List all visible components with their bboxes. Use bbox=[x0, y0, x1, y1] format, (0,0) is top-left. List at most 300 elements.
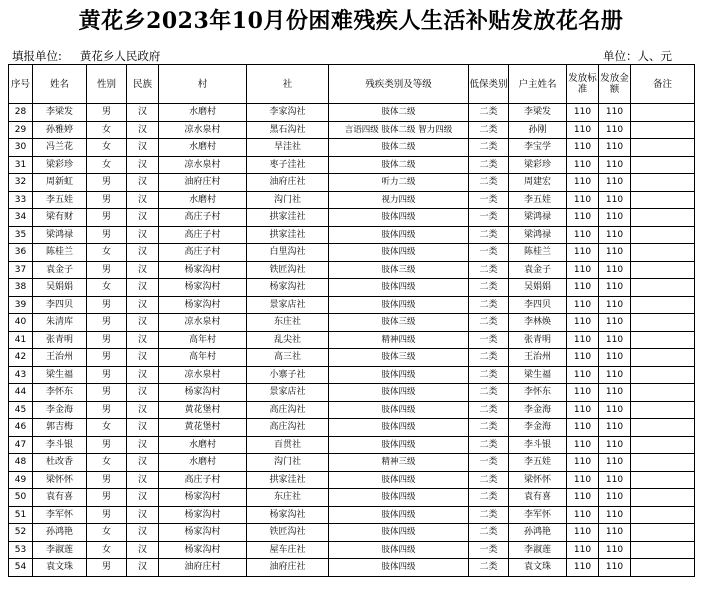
table-row bbox=[9, 489, 695, 507]
document-title: 黄花乡2023年10月份困难残疾人生活补贴发放花名册 bbox=[78, 8, 624, 34]
cell-disability-category: 肢体四级 bbox=[329, 279, 469, 297]
cell-payment-standard: 110 bbox=[567, 489, 599, 507]
cell-ethnicity: 汉 bbox=[127, 366, 159, 384]
cell-remarks bbox=[631, 349, 695, 367]
cell-ethnicity: 汉 bbox=[127, 191, 159, 209]
cell-payment-amount: 110 bbox=[599, 366, 631, 384]
table-row bbox=[9, 296, 695, 314]
cell-community: 拱家洼社 bbox=[247, 226, 329, 244]
cell-village: 杨家沟村 bbox=[159, 279, 247, 297]
cell-remarks bbox=[631, 279, 695, 297]
cell-serial-no: 48 bbox=[9, 454, 33, 472]
cell-village: 油府庄村 bbox=[159, 559, 247, 577]
cell-community: 沟门社 bbox=[247, 191, 329, 209]
cell-payment-amount: 110 bbox=[599, 331, 631, 349]
cell-payment-standard: 110 bbox=[567, 559, 599, 577]
cell-village: 水磨村 bbox=[159, 436, 247, 454]
cell-name: 袁有喜 bbox=[33, 489, 87, 507]
cell-payment-amount: 110 bbox=[599, 121, 631, 139]
cell-name: 李四贝 bbox=[33, 296, 87, 314]
cell-payment-standard: 110 bbox=[567, 209, 599, 227]
cell-community: 东庄社 bbox=[247, 314, 329, 332]
table-header-row bbox=[9, 65, 695, 104]
cell-household-head: 梁彩珍 bbox=[509, 156, 567, 174]
cell-remarks bbox=[631, 436, 695, 454]
cell-remarks bbox=[631, 454, 695, 472]
table-row bbox=[9, 471, 695, 489]
cell-subsistence-category: 二类 bbox=[469, 436, 509, 454]
cell-ethnicity: 汉 bbox=[127, 174, 159, 192]
cell-household-head: 李五娃 bbox=[509, 191, 567, 209]
cell-household-head: 李梁发 bbox=[509, 104, 567, 122]
cell-serial-no: 34 bbox=[9, 209, 33, 227]
reporting-unit-label: 填报单位: bbox=[12, 49, 62, 63]
cell-payment-standard: 110 bbox=[567, 226, 599, 244]
cell-serial-no: 40 bbox=[9, 314, 33, 332]
cell-payment-amount: 110 bbox=[599, 244, 631, 262]
cell-community: 杨家沟社 bbox=[247, 506, 329, 524]
cell-name: 冯兰花 bbox=[33, 139, 87, 157]
cell-subsistence-category: 二类 bbox=[469, 349, 509, 367]
cell-disability-category: 肢体四级 bbox=[329, 401, 469, 419]
cell-payment-standard: 110 bbox=[567, 296, 599, 314]
cell-gender: 男 bbox=[87, 104, 127, 122]
cell-payment-amount: 110 bbox=[599, 296, 631, 314]
cell-household-head: 王治州 bbox=[509, 349, 567, 367]
cell-community: 沟门社 bbox=[247, 454, 329, 472]
column-header-disability-category: 残疾类别及等级 bbox=[329, 65, 469, 104]
cell-village: 水磨村 bbox=[159, 191, 247, 209]
cell-disability-category: 肢体四级 bbox=[329, 419, 469, 437]
cell-name: 梁有财 bbox=[33, 209, 87, 227]
cell-remarks bbox=[631, 174, 695, 192]
cell-ethnicity: 汉 bbox=[127, 436, 159, 454]
cell-remarks bbox=[631, 226, 695, 244]
cell-disability-category: 肢体四级 bbox=[329, 244, 469, 262]
cell-community: 高庄沟社 bbox=[247, 419, 329, 437]
cell-household-head: 李四贝 bbox=[509, 296, 567, 314]
table-row bbox=[9, 419, 695, 437]
column-header-community: 社 bbox=[247, 65, 329, 104]
cell-household-head: 袁文珠 bbox=[509, 559, 567, 577]
cell-payment-amount: 110 bbox=[599, 314, 631, 332]
cell-village: 杨家沟村 bbox=[159, 384, 247, 402]
column-header-village: 村 bbox=[159, 65, 247, 104]
cell-household-head: 袁金子 bbox=[509, 261, 567, 279]
cell-serial-no: 42 bbox=[9, 349, 33, 367]
cell-household-head: 张青明 bbox=[509, 331, 567, 349]
cell-village: 水磨村 bbox=[159, 139, 247, 157]
cell-serial-no: 38 bbox=[9, 279, 33, 297]
cell-household-head: 李宝学 bbox=[509, 139, 567, 157]
cell-disability-category: 言语四级 肢体二级 智力四级 bbox=[329, 121, 469, 139]
cell-household-head: 孙刚 bbox=[509, 121, 567, 139]
cell-remarks bbox=[631, 384, 695, 402]
measurement-unit: 单位：人、元 bbox=[603, 49, 672, 63]
cell-village: 杨家沟村 bbox=[159, 489, 247, 507]
cell-subsistence-category: 二类 bbox=[469, 506, 509, 524]
cell-disability-category: 视力四级 bbox=[329, 191, 469, 209]
cell-disability-category: 肢体四级 bbox=[329, 489, 469, 507]
column-header-payment-standard: 发放标准 bbox=[567, 65, 599, 104]
cell-payment-amount: 110 bbox=[599, 261, 631, 279]
reporting-unit bbox=[12, 48, 160, 64]
cell-household-head: 梁怀怀 bbox=[509, 471, 567, 489]
cell-disability-category: 肢体三级 bbox=[329, 314, 469, 332]
cell-ethnicity: 汉 bbox=[127, 156, 159, 174]
cell-payment-amount: 110 bbox=[599, 489, 631, 507]
cell-payment-standard: 110 bbox=[567, 139, 599, 157]
cell-payment-amount: 110 bbox=[599, 174, 631, 192]
cell-subsistence-category: 二类 bbox=[469, 419, 509, 437]
cell-ethnicity: 汉 bbox=[127, 121, 159, 139]
cell-gender: 女 bbox=[87, 541, 127, 559]
cell-village: 杨家沟村 bbox=[159, 506, 247, 524]
cell-serial-no: 53 bbox=[9, 541, 33, 559]
table-row bbox=[9, 454, 695, 472]
cell-subsistence-category: 二类 bbox=[469, 471, 509, 489]
cell-disability-category: 肢体四级 bbox=[329, 471, 469, 489]
cell-name: 李斗银 bbox=[33, 436, 87, 454]
cell-household-head: 李斗银 bbox=[509, 436, 567, 454]
table-body bbox=[9, 104, 695, 577]
cell-payment-amount: 110 bbox=[599, 139, 631, 157]
cell-household-head: 陈桂兰 bbox=[509, 244, 567, 262]
cell-community: 高庄沟社 bbox=[247, 401, 329, 419]
cell-subsistence-category: 一类 bbox=[469, 541, 509, 559]
cell-village: 凉水泉村 bbox=[159, 366, 247, 384]
table-row bbox=[9, 541, 695, 559]
cell-name: 陈桂兰 bbox=[33, 244, 87, 262]
cell-serial-no: 29 bbox=[9, 121, 33, 139]
cell-payment-standard: 110 bbox=[567, 174, 599, 192]
cell-community: 景家店社 bbox=[247, 384, 329, 402]
cell-ethnicity: 汉 bbox=[127, 454, 159, 472]
cell-disability-category: 肢体二级 bbox=[329, 156, 469, 174]
cell-village: 黄花堡村 bbox=[159, 419, 247, 437]
cell-serial-no: 43 bbox=[9, 366, 33, 384]
cell-community: 高三社 bbox=[247, 349, 329, 367]
cell-village: 高庄子村 bbox=[159, 226, 247, 244]
cell-payment-standard: 110 bbox=[567, 104, 599, 122]
cell-community: 油府庄社 bbox=[247, 174, 329, 192]
cell-gender: 男 bbox=[87, 226, 127, 244]
cell-gender: 男 bbox=[87, 366, 127, 384]
cell-gender: 女 bbox=[87, 419, 127, 437]
cell-remarks bbox=[631, 419, 695, 437]
column-header-gender: 性别 bbox=[87, 65, 127, 104]
cell-household-head: 梁鸿禄 bbox=[509, 209, 567, 227]
cell-gender: 男 bbox=[87, 174, 127, 192]
cell-gender: 男 bbox=[87, 489, 127, 507]
roster-table bbox=[8, 64, 695, 577]
cell-village: 高庄子村 bbox=[159, 244, 247, 262]
cell-household-head: 李五娃 bbox=[509, 454, 567, 472]
cell-community: 铁匠沟社 bbox=[247, 261, 329, 279]
cell-subsistence-category: 一类 bbox=[469, 454, 509, 472]
cell-remarks bbox=[631, 366, 695, 384]
cell-name: 李怀东 bbox=[33, 384, 87, 402]
cell-community: 杨家沟社 bbox=[247, 279, 329, 297]
cell-payment-standard: 110 bbox=[567, 121, 599, 139]
cell-subsistence-category: 一类 bbox=[469, 191, 509, 209]
cell-payment-standard: 110 bbox=[567, 261, 599, 279]
cell-name: 李梁发 bbox=[33, 104, 87, 122]
cell-village: 杨家沟村 bbox=[159, 524, 247, 542]
cell-payment-standard: 110 bbox=[567, 244, 599, 262]
cell-gender: 男 bbox=[87, 506, 127, 524]
cell-subsistence-category: 二类 bbox=[469, 489, 509, 507]
cell-village: 水磨村 bbox=[159, 454, 247, 472]
cell-village: 杨家沟村 bbox=[159, 261, 247, 279]
reporting-unit-value: 黄花乡人民政府 bbox=[79, 49, 161, 63]
cell-gender: 女 bbox=[87, 121, 127, 139]
cell-payment-standard: 110 bbox=[567, 401, 599, 419]
table-row bbox=[9, 104, 695, 122]
cell-village: 油府庄村 bbox=[159, 174, 247, 192]
cell-subsistence-category: 二类 bbox=[469, 139, 509, 157]
column-header-remarks: 备注 bbox=[631, 65, 695, 104]
cell-community: 乱尖社 bbox=[247, 331, 329, 349]
cell-subsistence-category: 二类 bbox=[469, 384, 509, 402]
cell-ethnicity: 汉 bbox=[127, 279, 159, 297]
cell-subsistence-category: 二类 bbox=[469, 314, 509, 332]
cell-payment-amount: 110 bbox=[599, 541, 631, 559]
table-row bbox=[9, 366, 695, 384]
cell-ethnicity: 汉 bbox=[127, 559, 159, 577]
cell-serial-no: 50 bbox=[9, 489, 33, 507]
cell-household-head: 梁鸿禄 bbox=[509, 226, 567, 244]
cell-payment-amount: 110 bbox=[599, 226, 631, 244]
cell-ethnicity: 汉 bbox=[127, 139, 159, 157]
cell-community: 铁匠沟社 bbox=[247, 524, 329, 542]
cell-subsistence-category: 二类 bbox=[469, 156, 509, 174]
cell-disability-category: 肢体四级 bbox=[329, 436, 469, 454]
cell-village: 水磨村 bbox=[159, 104, 247, 122]
cell-community: 东庄社 bbox=[247, 489, 329, 507]
column-header-serial-no: 序号 bbox=[9, 65, 33, 104]
cell-disability-category: 肢体四级 bbox=[329, 506, 469, 524]
cell-name: 吴娟娟 bbox=[33, 279, 87, 297]
cell-gender: 男 bbox=[87, 559, 127, 577]
cell-remarks bbox=[631, 139, 695, 157]
cell-payment-standard: 110 bbox=[567, 419, 599, 437]
cell-remarks bbox=[631, 541, 695, 559]
cell-name: 梁生福 bbox=[33, 366, 87, 384]
cell-household-head: 李金海 bbox=[509, 419, 567, 437]
cell-disability-category: 听力二级 bbox=[329, 174, 469, 192]
cell-household-head: 李林焕 bbox=[509, 314, 567, 332]
cell-payment-amount: 110 bbox=[599, 506, 631, 524]
cell-ethnicity: 汉 bbox=[127, 401, 159, 419]
cell-name: 孙雅婷 bbox=[33, 121, 87, 139]
table-row bbox=[9, 384, 695, 402]
cell-ethnicity: 汉 bbox=[127, 261, 159, 279]
cell-payment-standard: 110 bbox=[567, 314, 599, 332]
cell-ethnicity: 汉 bbox=[127, 471, 159, 489]
cell-disability-category: 肢体二级 bbox=[329, 139, 469, 157]
cell-remarks bbox=[631, 209, 695, 227]
cell-community: 景家店社 bbox=[247, 296, 329, 314]
cell-remarks bbox=[631, 471, 695, 489]
cell-ethnicity: 汉 bbox=[127, 244, 159, 262]
cell-serial-no: 31 bbox=[9, 156, 33, 174]
column-header-name: 姓名 bbox=[33, 65, 87, 104]
cell-payment-amount: 110 bbox=[599, 156, 631, 174]
cell-village: 凉水泉村 bbox=[159, 121, 247, 139]
cell-remarks bbox=[631, 559, 695, 577]
cell-remarks bbox=[631, 314, 695, 332]
cell-village: 高庄子村 bbox=[159, 471, 247, 489]
cell-serial-no: 35 bbox=[9, 226, 33, 244]
cell-disability-category: 肢体四级 bbox=[329, 559, 469, 577]
cell-gender: 男 bbox=[87, 471, 127, 489]
cell-household-head: 周建宏 bbox=[509, 174, 567, 192]
cell-community: 白里沟社 bbox=[247, 244, 329, 262]
cell-serial-no: 39 bbox=[9, 296, 33, 314]
cell-community: 油府庄社 bbox=[247, 559, 329, 577]
column-header-subsistence-category: 低保类别 bbox=[469, 65, 509, 104]
table-row bbox=[9, 559, 695, 577]
cell-subsistence-category: 二类 bbox=[469, 524, 509, 542]
cell-payment-standard: 110 bbox=[567, 156, 599, 174]
cell-disability-category: 肢体四级 bbox=[329, 226, 469, 244]
cell-household-head: 吴娟娟 bbox=[509, 279, 567, 297]
cell-gender: 男 bbox=[87, 401, 127, 419]
cell-remarks bbox=[631, 506, 695, 524]
cell-payment-amount: 110 bbox=[599, 279, 631, 297]
table-row bbox=[9, 261, 695, 279]
cell-gender: 男 bbox=[87, 331, 127, 349]
cell-name: 李金海 bbox=[33, 401, 87, 419]
cell-gender: 男 bbox=[87, 314, 127, 332]
table-row bbox=[9, 331, 695, 349]
cell-household-head: 梁生福 bbox=[509, 366, 567, 384]
cell-serial-no: 47 bbox=[9, 436, 33, 454]
table-row bbox=[9, 524, 695, 542]
cell-household-head: 李金海 bbox=[509, 401, 567, 419]
table-row bbox=[9, 506, 695, 524]
table-row bbox=[9, 244, 695, 262]
cell-subsistence-category: 二类 bbox=[469, 559, 509, 577]
cell-subsistence-category: 一类 bbox=[469, 209, 509, 227]
cell-ethnicity: 汉 bbox=[127, 296, 159, 314]
cell-household-head: 袁有喜 bbox=[509, 489, 567, 507]
cell-serial-no: 28 bbox=[9, 104, 33, 122]
cell-disability-category: 肢体四级 bbox=[329, 366, 469, 384]
cell-serial-no: 46 bbox=[9, 419, 33, 437]
cell-community: 黑石沟社 bbox=[247, 121, 329, 139]
column-header-household-head: 户主姓名 bbox=[509, 65, 567, 104]
cell-ethnicity: 汉 bbox=[127, 331, 159, 349]
cell-payment-amount: 110 bbox=[599, 209, 631, 227]
cell-community: 小寨子社 bbox=[247, 366, 329, 384]
cell-payment-amount: 110 bbox=[599, 471, 631, 489]
cell-subsistence-category: 二类 bbox=[469, 296, 509, 314]
cell-village: 高年村 bbox=[159, 331, 247, 349]
cell-payment-standard: 110 bbox=[567, 349, 599, 367]
cell-household-head: 李淑莲 bbox=[509, 541, 567, 559]
cell-village: 高庄子村 bbox=[159, 209, 247, 227]
cell-serial-no: 33 bbox=[9, 191, 33, 209]
cell-village: 凉水泉村 bbox=[159, 156, 247, 174]
cell-payment-standard: 110 bbox=[567, 279, 599, 297]
table-row bbox=[9, 139, 695, 157]
cell-ethnicity: 汉 bbox=[127, 314, 159, 332]
cell-village: 杨家沟村 bbox=[159, 296, 247, 314]
cell-payment-amount: 110 bbox=[599, 384, 631, 402]
cell-name: 李淑莲 bbox=[33, 541, 87, 559]
column-header-payment-amount: 发放金额 bbox=[599, 65, 631, 104]
cell-ethnicity: 汉 bbox=[127, 104, 159, 122]
cell-payment-standard: 110 bbox=[567, 384, 599, 402]
cell-remarks bbox=[631, 489, 695, 507]
cell-gender: 女 bbox=[87, 156, 127, 174]
cell-payment-standard: 110 bbox=[567, 524, 599, 542]
cell-name: 袁文珠 bbox=[33, 559, 87, 577]
cell-payment-standard: 110 bbox=[567, 471, 599, 489]
cell-serial-no: 41 bbox=[9, 331, 33, 349]
cell-subsistence-category: 二类 bbox=[469, 366, 509, 384]
table-row bbox=[9, 174, 695, 192]
table-row bbox=[9, 191, 695, 209]
cell-subsistence-category: 一类 bbox=[469, 244, 509, 262]
cell-subsistence-category: 二类 bbox=[469, 104, 509, 122]
cell-village: 黄花堡村 bbox=[159, 401, 247, 419]
cell-subsistence-category: 二类 bbox=[469, 279, 509, 297]
table-row bbox=[9, 121, 695, 139]
cell-payment-standard: 110 bbox=[567, 366, 599, 384]
cell-gender: 男 bbox=[87, 191, 127, 209]
cell-subsistence-category: 一类 bbox=[469, 331, 509, 349]
cell-serial-no: 36 bbox=[9, 244, 33, 262]
cell-remarks bbox=[631, 331, 695, 349]
cell-name: 李五娃 bbox=[33, 191, 87, 209]
cell-name: 周新虹 bbox=[33, 174, 87, 192]
cell-payment-standard: 110 bbox=[567, 454, 599, 472]
cell-remarks bbox=[631, 524, 695, 542]
cell-ethnicity: 汉 bbox=[127, 524, 159, 542]
cell-payment-amount: 110 bbox=[599, 191, 631, 209]
cell-community: 屋车庄社 bbox=[247, 541, 329, 559]
cell-payment-standard: 110 bbox=[567, 331, 599, 349]
cell-disability-category: 肢体四级 bbox=[329, 384, 469, 402]
table-row bbox=[9, 226, 695, 244]
cell-name: 孙鸿艳 bbox=[33, 524, 87, 542]
cell-subsistence-category: 二类 bbox=[469, 401, 509, 419]
cell-payment-amount: 110 bbox=[599, 419, 631, 437]
cell-village: 高年村 bbox=[159, 349, 247, 367]
cell-name: 郭吉梅 bbox=[33, 419, 87, 437]
cell-disability-category: 肢体三级 bbox=[329, 261, 469, 279]
cell-ethnicity: 汉 bbox=[127, 349, 159, 367]
cell-disability-category: 肢体二级 bbox=[329, 104, 469, 122]
table-row bbox=[9, 209, 695, 227]
cell-payment-standard: 110 bbox=[567, 506, 599, 524]
cell-payment-amount: 110 bbox=[599, 436, 631, 454]
cell-ethnicity: 汉 bbox=[127, 489, 159, 507]
cell-remarks bbox=[631, 296, 695, 314]
cell-gender: 女 bbox=[87, 279, 127, 297]
cell-gender: 女 bbox=[87, 454, 127, 472]
cell-serial-no: 52 bbox=[9, 524, 33, 542]
cell-serial-no: 37 bbox=[9, 261, 33, 279]
cell-serial-no: 44 bbox=[9, 384, 33, 402]
cell-gender: 男 bbox=[87, 349, 127, 367]
cell-village: 凉水泉村 bbox=[159, 314, 247, 332]
cell-remarks bbox=[631, 104, 695, 122]
cell-remarks bbox=[631, 191, 695, 209]
